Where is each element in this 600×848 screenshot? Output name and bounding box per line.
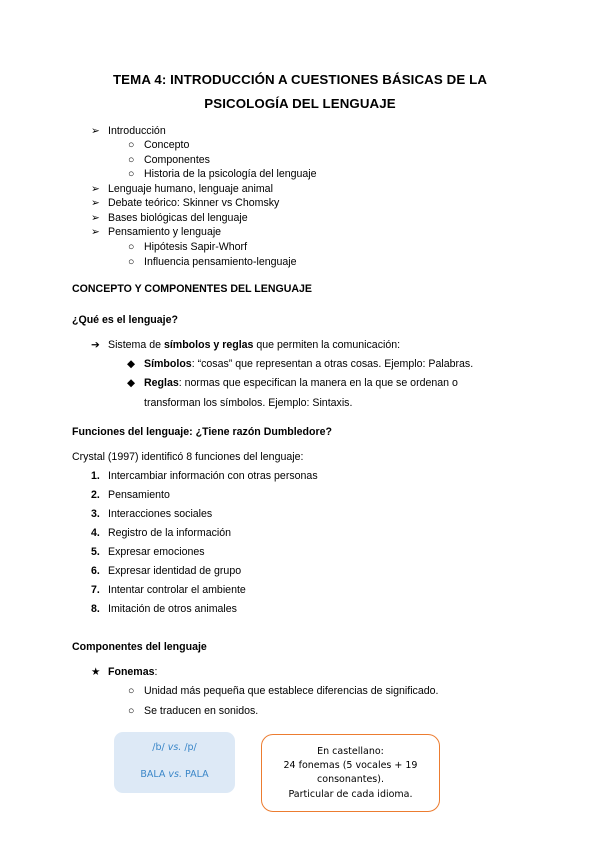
list-number: 7.	[91, 584, 100, 596]
list-number: 8.	[91, 603, 100, 615]
fonemas-subitem: Unidad más pequeña que establece diferencias de significado.	[144, 685, 439, 697]
list-number: 5.	[91, 546, 100, 558]
index-item: Pensamiento y lenguaje	[108, 226, 222, 238]
simbolos-label: Símbolos	[144, 358, 192, 370]
list-item: Intercambiar información con otras personas	[108, 470, 318, 482]
components-heading: Componentes del lenguaje	[72, 641, 207, 653]
index-item: Influencia pensamiento-lenguaje	[144, 256, 297, 268]
note-line: consonantes).	[317, 774, 384, 785]
circle-bullet-icon: ○	[128, 256, 135, 268]
word-b: PALA	[181, 769, 209, 780]
index-item: Concepto	[144, 139, 190, 151]
question-heading: ¿Qué es el lenguaje?	[72, 314, 178, 326]
right-arrow-icon: ➔	[91, 339, 100, 351]
reglas-text-continued: transforman los símbolos. Ejemplo: Sintaxis.	[144, 397, 353, 409]
arrow-bullet-icon: ➢	[91, 125, 100, 137]
list-item: Imitación de otros animales	[108, 603, 237, 615]
list-number: 3.	[91, 508, 100, 520]
definition-text: Sistema de	[108, 339, 164, 351]
star-bullet-icon: ★	[91, 666, 101, 678]
fonemas-item	[108, 666, 157, 678]
phoneme-a: /b/	[152, 742, 168, 753]
index-item: Introducción	[108, 125, 166, 137]
diamond-bullet-icon: ◆	[127, 358, 136, 370]
list-number: 1.	[91, 470, 100, 482]
list-item: Interacciones sociales	[108, 508, 213, 520]
vs-label: vs.	[167, 742, 182, 753]
index-item: Componentes	[144, 154, 210, 166]
note-line: Particular de cada idioma.	[288, 789, 413, 800]
fonemas-label: Fonemas	[108, 666, 155, 678]
index-item: Hipótesis Sapir-Whorf	[144, 241, 248, 253]
circle-bullet-icon: ○	[128, 241, 135, 253]
list-item: Pensamiento	[108, 489, 170, 501]
arrow-bullet-icon: ➢	[91, 183, 100, 195]
arrow-bullet-icon: ➢	[91, 226, 100, 238]
circle-bullet-icon: ○	[128, 168, 135, 180]
diamond-bullet-icon: ◆	[127, 377, 136, 389]
index-item: Bases biológicas del lenguaje	[108, 212, 248, 224]
circle-bullet-icon: ○	[128, 685, 135, 697]
vs-label: vs.	[168, 769, 182, 780]
list-number: 6.	[91, 565, 100, 577]
list-item: Expresar emociones	[108, 546, 205, 558]
reglas-label: Reglas	[144, 377, 179, 389]
fonemas-subitem: Se traducen en sonidos.	[144, 705, 259, 717]
circle-bullet-icon: ○	[128, 154, 135, 166]
index-item: Lenguaje humano, lenguaje animal	[108, 183, 273, 195]
example-callout-box	[114, 732, 235, 793]
circle-bullet-icon: ○	[128, 139, 135, 151]
index-item: Debate teórico: Skinner vs Chomsky	[108, 197, 280, 209]
arrow-bullet-icon: ➢	[91, 197, 100, 209]
phoneme-b: /p/	[181, 742, 197, 753]
section-heading: CONCEPTO Y COMPONENTES DEL LENGUAJE	[72, 283, 312, 295]
definition-line	[108, 339, 400, 351]
fonemas-colon: :	[154, 666, 158, 678]
arrow-bullet-icon: ➢	[91, 212, 100, 224]
word-a: BALA	[140, 769, 169, 780]
phoneme-pair	[114, 742, 235, 753]
definition-text-end: que permiten la comunicación:	[253, 339, 401, 351]
functions-intro: Crystal (1997) identificó 8 funciones del lenguaje:	[72, 451, 304, 463]
note-line: 24 fonemas (5 vocales + 19	[283, 760, 418, 771]
note-line: En castellano:	[317, 746, 384, 757]
list-item: Expresar identidad de grupo	[108, 565, 242, 577]
circle-bullet-icon: ○	[128, 705, 135, 717]
page-title-line-2: PSICOLOGÍA DEL LENGUAJE	[204, 96, 396, 111]
functions-heading: Funciones del lenguaje: ¿Tiene razón Dumbledore?	[72, 426, 332, 438]
note-callout-box	[261, 734, 440, 812]
index-item: Historia de la psicología del lenguaje	[144, 168, 317, 180]
reglas-item	[144, 377, 458, 389]
page-title-line-1: TEMA 4: INTRODUCCIÓN A CUESTIONES BÁSICAS DE LA	[112, 72, 488, 87]
simbolos-item	[144, 358, 473, 370]
list-number: 2.	[91, 489, 100, 501]
list-number: 4.	[91, 527, 100, 539]
list-item: Intentar controlar el ambiente	[108, 584, 246, 596]
definition-bold: símbolos y reglas	[163, 339, 254, 351]
simbolos-text: : “cosas” que representan a otras cosas. Ejemplo: Palabras.	[191, 358, 474, 370]
reglas-text: : normas que especifican la manera en la que se ordenan o	[178, 377, 458, 389]
word-pair	[114, 769, 235, 780]
list-item: Registro de la información	[108, 527, 232, 539]
